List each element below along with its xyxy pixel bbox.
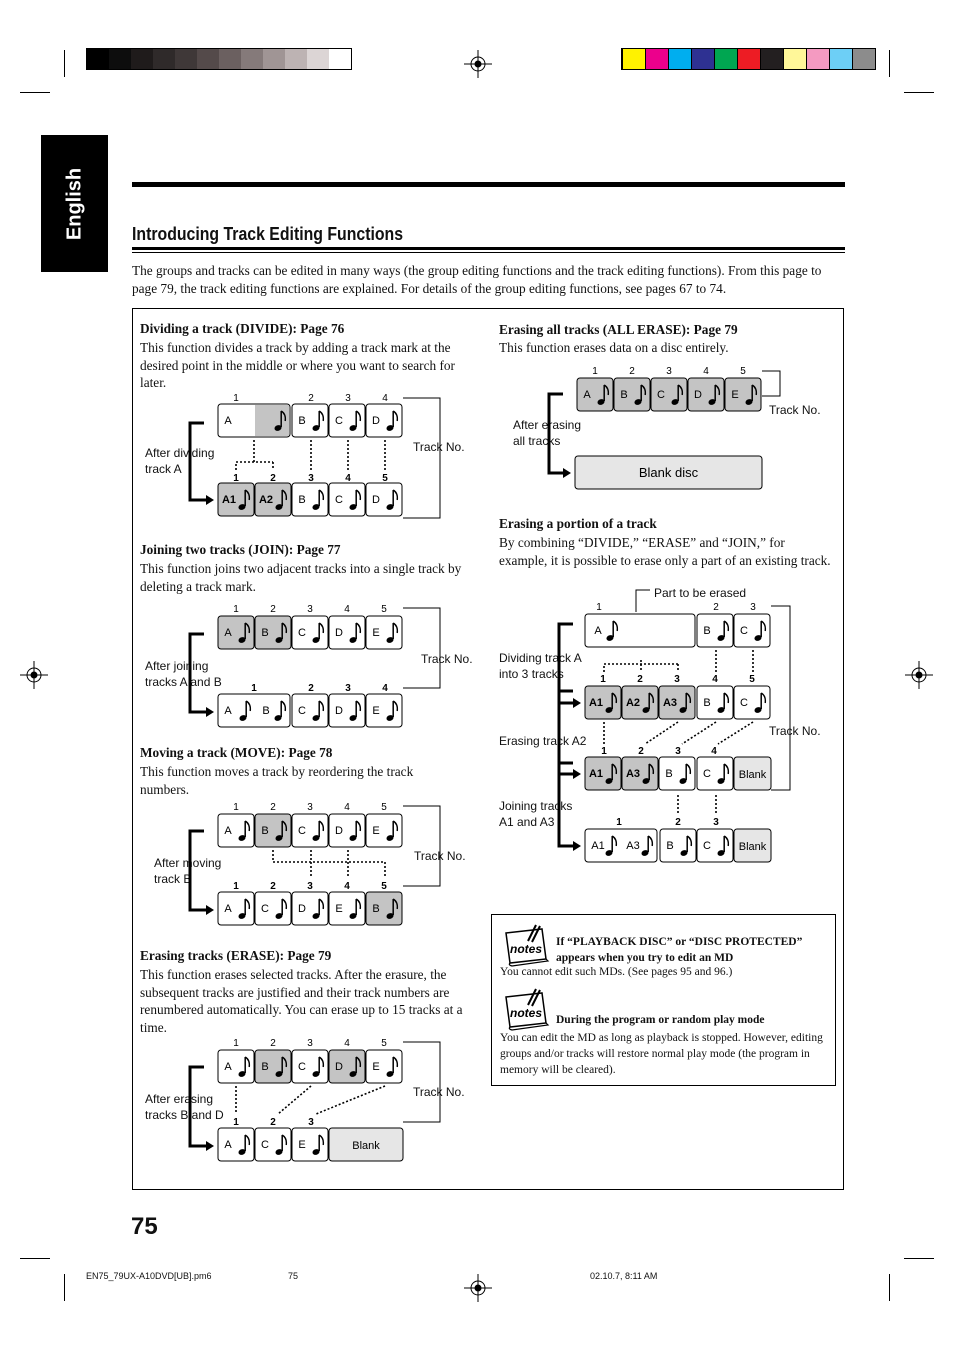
- erase-label: After erasing tracks B and D: [145, 1092, 224, 1122]
- track-label: B: [261, 627, 269, 639]
- track-number: 1: [233, 473, 239, 484]
- page-title: Introducing Track Editing Functions: [132, 224, 404, 244]
- notes-box: [491, 914, 836, 1086]
- track-number: 1: [600, 674, 606, 685]
- track-label: A: [224, 903, 232, 915]
- track-number: 3: [713, 817, 719, 828]
- language-tab-label: English: [63, 167, 85, 240]
- track-number: 4: [703, 366, 709, 377]
- track-number: 2: [270, 802, 276, 813]
- track-label: C: [261, 1139, 269, 1151]
- track-label: C: [298, 825, 306, 837]
- portion-label-divide: Dividing track A into 3 tracks: [499, 651, 582, 681]
- track-number: 1: [596, 602, 602, 613]
- all-erase-body: This function erases data on a disc entirely.: [499, 340, 729, 355]
- footer-date: 02.10.7, 8:11 AM: [590, 1271, 658, 1281]
- track-number: 3: [308, 473, 314, 484]
- track-number: 3: [675, 746, 681, 757]
- track-label: E: [298, 1139, 306, 1151]
- track-label: D: [372, 415, 380, 427]
- track-label: A: [224, 825, 232, 837]
- portion-track-no-label: Track No.: [769, 724, 821, 738]
- dotted-link: [645, 722, 678, 744]
- track-number: 4: [382, 393, 388, 404]
- track-label: E: [372, 705, 380, 717]
- join-track-no-label: Track No.: [421, 652, 473, 666]
- track-no-bracket: [403, 608, 440, 688]
- all-erase-heading: Erasing all tracks (ALL ERASE): Page 79: [499, 322, 738, 337]
- page-number: 75: [131, 1213, 158, 1240]
- dotted-link: [682, 722, 716, 744]
- track-number: 4: [712, 674, 718, 685]
- track-label: C: [261, 903, 269, 915]
- track-number: 2: [270, 881, 276, 892]
- track-label: E: [372, 627, 380, 639]
- track-number: 3: [308, 1117, 314, 1128]
- track-label: A: [224, 1139, 232, 1151]
- track-number: 2: [638, 746, 644, 757]
- track-number: 2: [629, 366, 635, 377]
- footer-file: EN75_79UX-A10DVD[UB].pm6: [86, 1271, 212, 1281]
- track-number: 1: [592, 366, 598, 377]
- divide-body: This function divides a track by adding a track mark at the desired point in the middle or where you want to search for later.: [140, 340, 455, 390]
- track-number: 4: [344, 881, 350, 892]
- dotted-link: [316, 1086, 385, 1114]
- track-label: D: [694, 389, 702, 401]
- blank-label: Blank: [352, 1140, 380, 1152]
- erase-heading: Erasing tracks (ERASE): Page 79: [140, 948, 332, 963]
- flow-arrow-head: [563, 468, 571, 478]
- notes-icon: [502, 923, 552, 967]
- track-number: 3: [345, 393, 351, 404]
- flow-arrow: [190, 1067, 208, 1146]
- move-heading: Moving a track (MOVE): Page 78: [140, 745, 333, 760]
- track-number: 5: [382, 473, 388, 484]
- track-label: B: [261, 825, 269, 837]
- track-number: 5: [381, 802, 387, 813]
- track-number: 2: [637, 674, 643, 685]
- track-number: 4: [345, 473, 351, 484]
- track-number: 4: [344, 1038, 350, 1049]
- track-label: C: [298, 705, 306, 717]
- track-number: 3: [750, 602, 756, 613]
- footer-page: 75: [288, 1271, 299, 1281]
- blank-label: Blank: [738, 841, 767, 853]
- track-number: 4: [382, 683, 388, 694]
- track-number: 1: [251, 683, 257, 694]
- track-no-bracket: [771, 606, 790, 790]
- portion-heading: Erasing a portion of a track: [499, 516, 657, 531]
- track-number: 3: [307, 1038, 313, 1049]
- track-label: E: [335, 903, 343, 915]
- track-number: 3: [307, 604, 313, 615]
- note1-body: You cannot edit such MDs. (See pages 95 and 96.): [500, 966, 733, 978]
- track-label: B: [262, 705, 270, 717]
- track-label: D: [335, 627, 343, 639]
- track-label: B: [261, 1061, 269, 1073]
- all-erase-track-no-label: Track No.: [769, 403, 821, 417]
- track-label: C: [703, 840, 711, 852]
- track-label: A2: [625, 697, 641, 709]
- track-label: A3: [626, 840, 640, 852]
- track-label: B: [620, 389, 628, 401]
- move-body: This function moves a track by reordering the track numbers.: [140, 764, 414, 797]
- track-number: 2: [308, 393, 314, 404]
- track-label: D: [335, 1061, 343, 1073]
- flow-arrow-head: [573, 841, 581, 851]
- track-number: 5: [740, 366, 746, 377]
- track-label: A: [594, 625, 602, 637]
- note2-heading: During the program or random play mode: [556, 1014, 765, 1026]
- flow-arrow: [190, 423, 208, 500]
- track-label: D: [335, 705, 343, 717]
- part-to-be-erased-label: Part to be erased: [654, 586, 747, 600]
- track-label: A3: [662, 697, 678, 709]
- track-number: 3: [345, 683, 351, 694]
- flow-arrow-head: [573, 769, 581, 779]
- track-number: 2: [270, 604, 276, 615]
- track-no-bracket: [762, 371, 780, 396]
- dotted-link: [278, 1086, 311, 1114]
- track-no-bracket: [403, 806, 440, 886]
- track-label: B: [298, 415, 306, 427]
- track-label: A1: [588, 697, 604, 709]
- track-label: C: [298, 1061, 306, 1073]
- track-number: 1: [233, 802, 239, 813]
- flow-arrow: [190, 634, 208, 712]
- track-label: E: [372, 1061, 380, 1073]
- flow-arrow-head: [206, 1141, 214, 1151]
- track-label: D: [372, 494, 380, 506]
- join-body: This function joins two adjacent tracks into a single track by deleting a track mark.: [140, 561, 462, 594]
- flow-arrow-head: [206, 495, 214, 505]
- track-label: A: [224, 705, 232, 717]
- track-label: B: [372, 903, 380, 915]
- track-label: C: [298, 627, 306, 639]
- track-number: 4: [344, 802, 350, 813]
- track-number: 1: [233, 604, 239, 615]
- track-number: 1: [233, 1117, 239, 1128]
- flow-arrow: [549, 394, 565, 473]
- erase-track-no-label: Track No.: [413, 1085, 465, 1099]
- notes-icon-word: notes: [509, 942, 543, 956]
- track-label: B: [665, 768, 673, 780]
- track-label: A2: [258, 494, 274, 506]
- track-number: 3: [666, 366, 672, 377]
- track-label: A3: [625, 768, 641, 780]
- track-number: 1: [233, 1038, 239, 1049]
- track-number: 2: [675, 817, 681, 828]
- shaded-part: [255, 405, 289, 436]
- portion-label-erase: Erasing track A2: [499, 734, 587, 748]
- track-label: A1: [588, 768, 604, 780]
- track-number: 3: [307, 802, 313, 813]
- track-label: A: [224, 627, 232, 639]
- blank-label: Blank: [738, 769, 767, 781]
- track-label: A1: [591, 840, 605, 852]
- intro-paragraph: The groups and tracks can be edited in many ways (the group editing functions and the track editing functions). From this page to page 79, the track editing functions are explained. For details of the group editing functions, see pages 67 to 74.: [132, 263, 822, 296]
- track-number: 4: [711, 746, 717, 757]
- track-label: B: [298, 494, 306, 506]
- track-no-bracket: [403, 398, 440, 518]
- note1-heading: If “PLAYBACK DISC” or “DISC PROTECTED” appears when you try to edit an MD: [556, 936, 803, 964]
- track-label: C: [335, 494, 343, 506]
- join-label: After joining tracks A and B: [145, 659, 222, 689]
- track-number: 1: [601, 746, 607, 757]
- track-label: D: [298, 903, 306, 915]
- all-erase-label: After erasing all tracks: [513, 418, 582, 448]
- notes-icon-word: notes: [509, 1006, 543, 1020]
- track-label: E: [372, 825, 380, 837]
- flow-arrow: [190, 831, 208, 910]
- track-number: 5: [381, 604, 387, 615]
- flow-arrow-head: [206, 707, 214, 717]
- track-label: B: [703, 625, 711, 637]
- track-number: 4: [344, 604, 350, 615]
- divide-track-no-label: Track No.: [413, 440, 465, 454]
- flow-arrow-head: [206, 905, 214, 915]
- blank-label: Blank disc: [638, 465, 699, 480]
- note2-body: You can edit the MD as long as playback is stopped. However, editing groups and/or tracks will restore normal play mode (the program in memory will be cleared).: [500, 1032, 823, 1076]
- portion-label-join: Joining tracks A1 and A3: [499, 799, 573, 829]
- move-label: After moving track B: [154, 856, 222, 886]
- track-number: 2: [270, 1038, 276, 1049]
- track-number: 2: [713, 602, 719, 613]
- track-label: B: [703, 697, 711, 709]
- track-label: C: [657, 389, 665, 401]
- track-label: A1: [221, 494, 237, 506]
- track-number: 5: [749, 674, 755, 685]
- join-heading: Joining two tracks (JOIN): Page 77: [140, 542, 341, 557]
- dotted-link: [718, 722, 753, 744]
- track-label: A: [583, 389, 591, 401]
- track-number: 5: [381, 1038, 387, 1049]
- portion-body: By combining “DIVIDE,” “ERASE” and “JOIN,” for example, it is possible to erase only a part of an existing track.: [499, 535, 831, 568]
- track-label: C: [740, 697, 748, 709]
- track-number: 5: [381, 881, 387, 892]
- track-label: B: [666, 840, 674, 852]
- track-number: 1: [233, 393, 239, 404]
- move-track-no-label: Track No.: [414, 849, 466, 863]
- track-number: 3: [307, 881, 313, 892]
- track-label: D: [335, 825, 343, 837]
- track-number: 2: [270, 1117, 276, 1128]
- erase-body: This function erases selected tracks. After the erasure, the subsequent tracks are justified and their track numbers are renumbered automatically. You can erase up to 15 tracks at a time.: [140, 967, 463, 1035]
- track-label: C: [703, 768, 711, 780]
- track-label: A: [224, 415, 232, 427]
- divide-heading: Dividing a track (DIVIDE): Page 76: [140, 321, 345, 336]
- flow-arrow-head: [573, 698, 581, 708]
- track-number: 2: [270, 473, 276, 484]
- track-label: C: [335, 415, 343, 427]
- notes-icon: [502, 987, 552, 1031]
- part-pointer: [636, 590, 650, 612]
- track-label: A: [224, 1061, 232, 1073]
- track-label: E: [731, 389, 739, 401]
- track-number: 1: [233, 881, 239, 892]
- track-number: 1: [616, 817, 622, 828]
- divide-label: After dividing track A: [145, 446, 215, 476]
- track-no-bracket: [403, 1042, 440, 1122]
- track-number: 3: [674, 674, 680, 685]
- track-number: 2: [308, 683, 314, 694]
- track-label: C: [740, 625, 748, 637]
